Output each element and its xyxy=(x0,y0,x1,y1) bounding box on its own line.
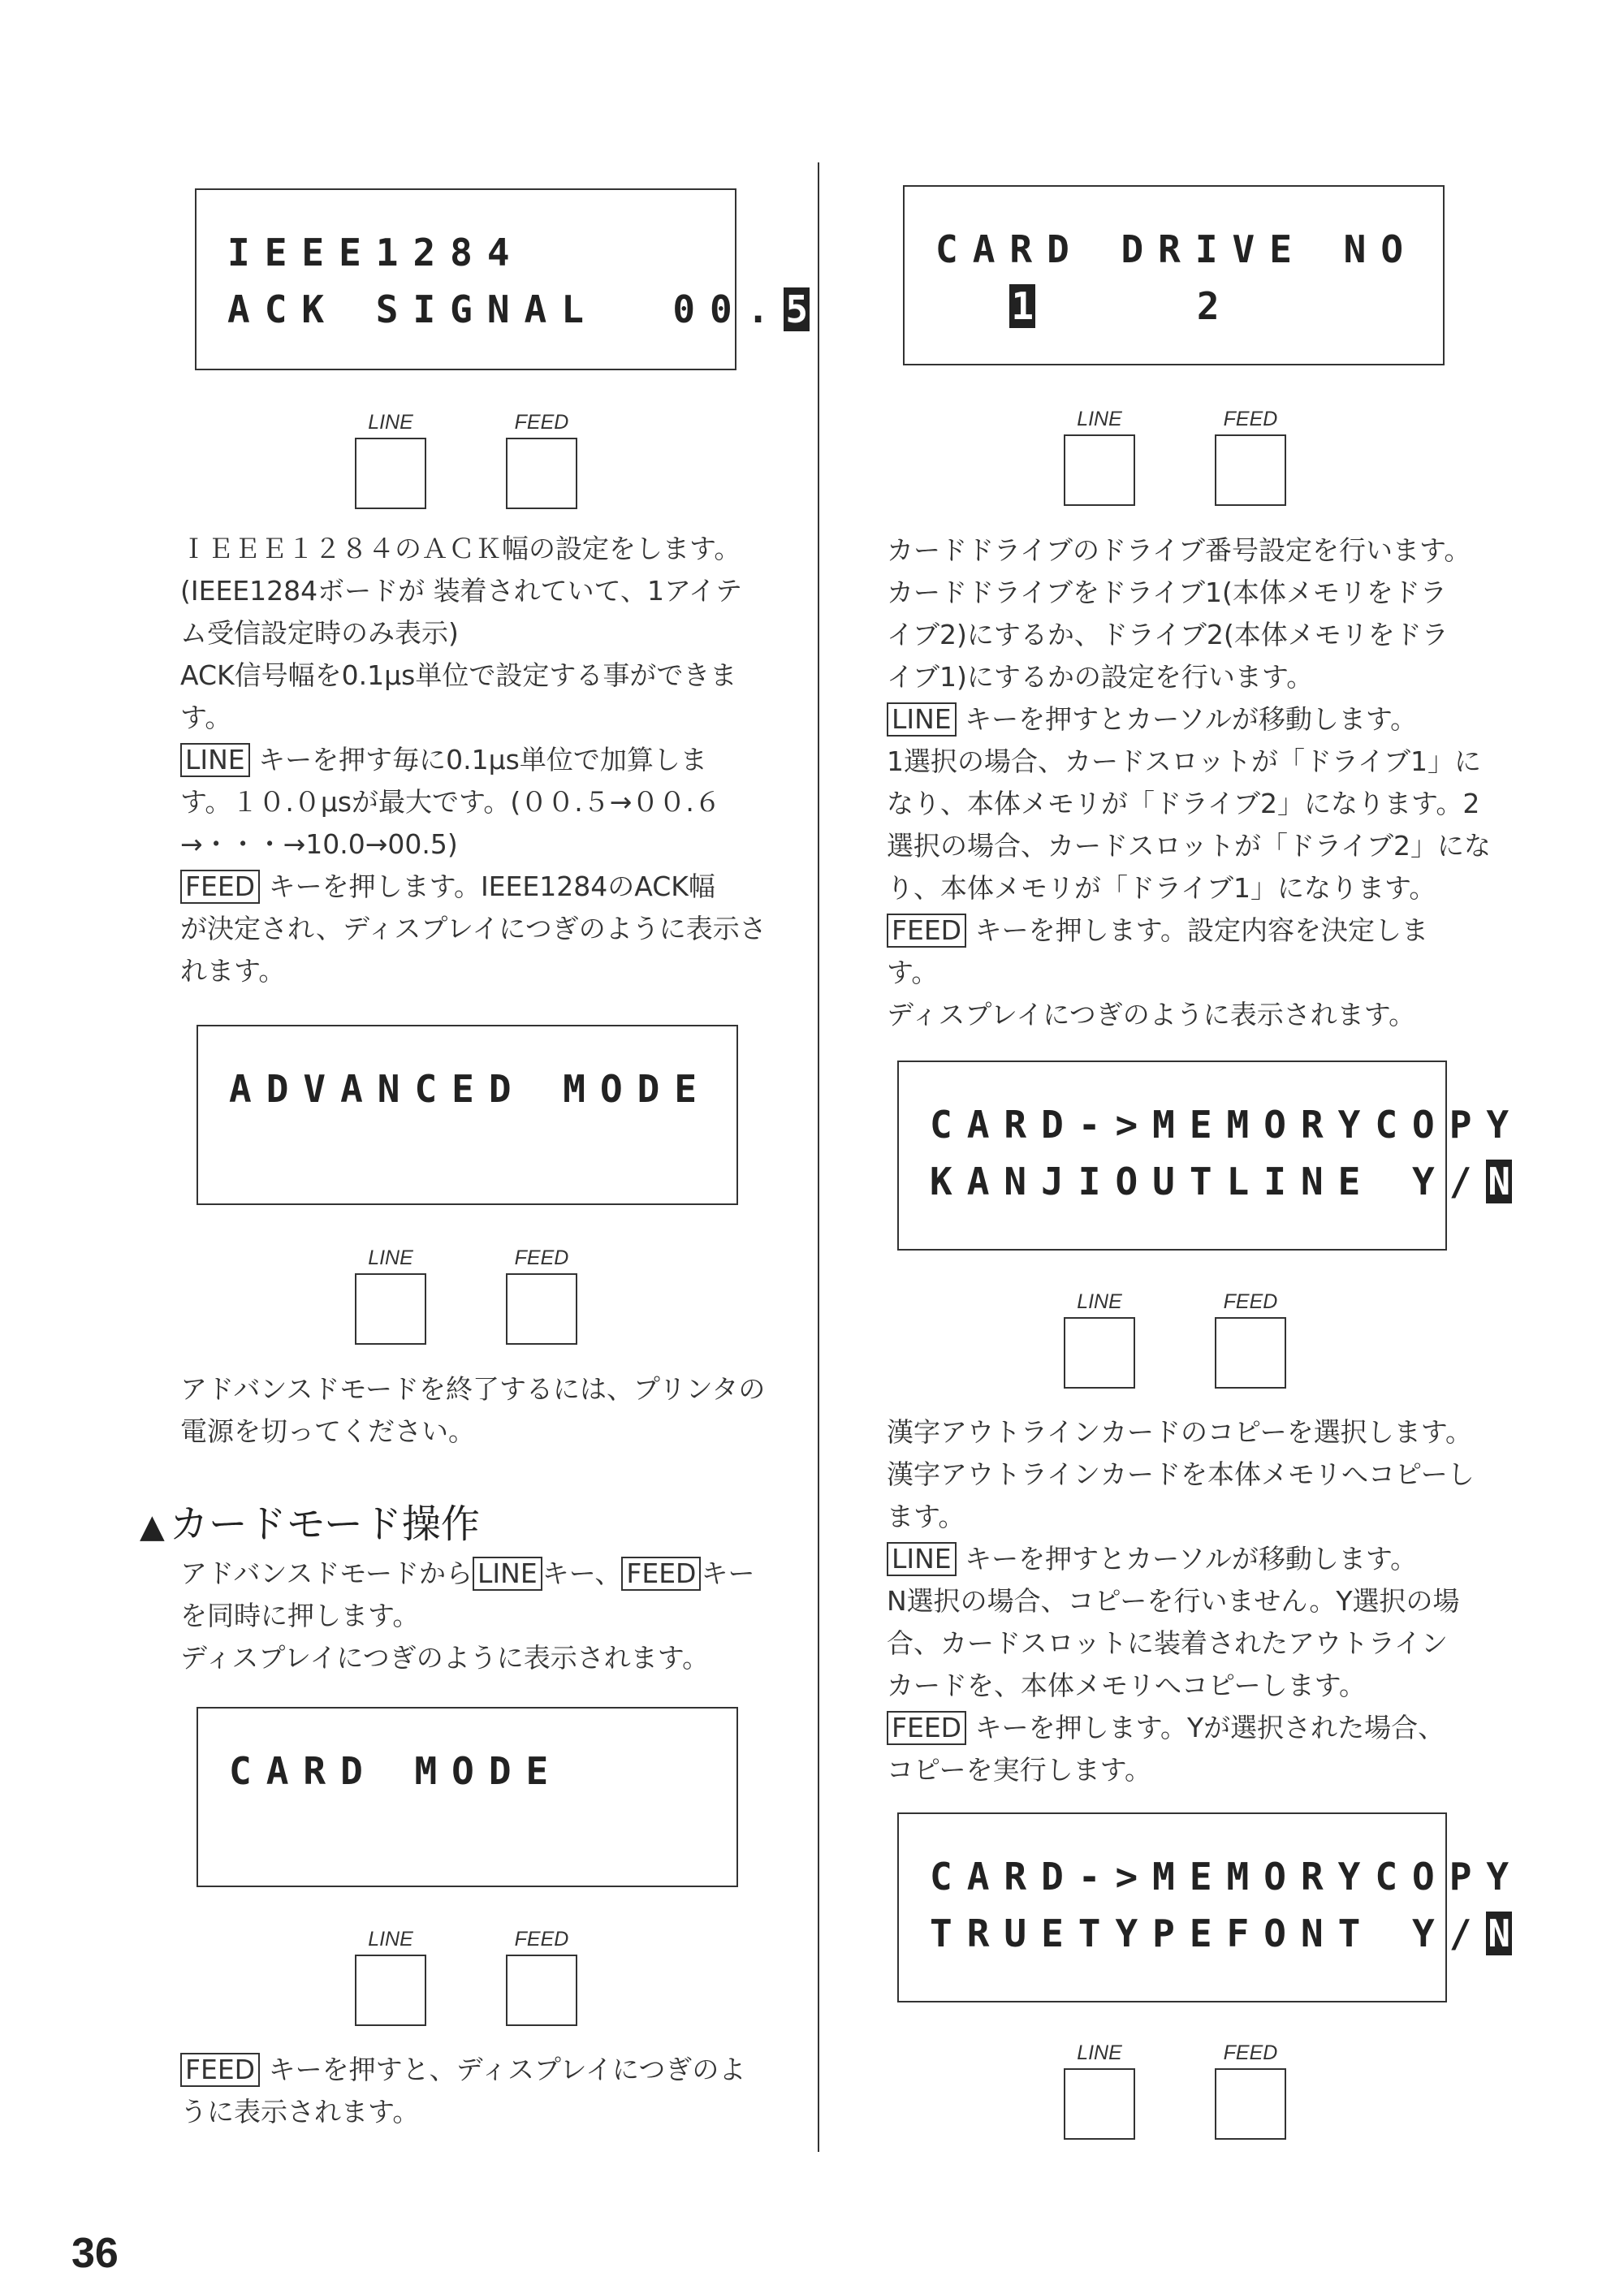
line-key-label: LINE xyxy=(368,1928,413,1951)
text-line: →・・・→10.0→00.5) xyxy=(180,828,458,860)
page-number: 36 xyxy=(71,2230,119,2277)
text-line: 選択の場合、カードスロットが「ドライブ2」にな xyxy=(887,830,1492,862)
text-line: を同時に押します。 xyxy=(180,1600,420,1631)
text-line: 1選択の場合、カードスロットが「ドライブ1」に xyxy=(887,745,1482,777)
line-key-button[interactable] xyxy=(355,438,426,509)
line-key[interactable] xyxy=(354,410,427,509)
lcd-line-1: CARD->MEMORYCOPY xyxy=(930,1855,1524,1899)
text-line: LINE キーを押す毎に0.1μs単位で加算しま xyxy=(180,739,814,781)
triangle-marker-icon: ▲ xyxy=(140,1508,165,1545)
line-key-label: LINE xyxy=(1077,2041,1122,2064)
card-drive-description xyxy=(887,529,1536,1036)
line-key-label: LINE xyxy=(368,411,413,434)
lcd-line-1: CARD->MEMORYCOPY xyxy=(930,1103,1524,1147)
feed-key-ref: FEED xyxy=(621,1557,701,1591)
lcd-display-ack-signal xyxy=(195,188,809,370)
text-line: FEED キーを押すと、ディスプレイにつぎのよ xyxy=(180,2049,814,2091)
key-panel xyxy=(1063,2041,1307,2146)
feed-key[interactable] xyxy=(505,1927,578,2026)
line-key-button[interactable] xyxy=(355,1955,426,2026)
line-key-button[interactable] xyxy=(1064,2068,1135,2140)
feed-key-label: FEED xyxy=(514,1246,569,1269)
lcd-line-2: ACK SIGNAL 00.5 xyxy=(227,287,809,331)
feed-press-note xyxy=(180,2049,814,2133)
line-key[interactable] xyxy=(354,1927,427,2026)
feed-key[interactable] xyxy=(505,410,578,509)
key-panel xyxy=(354,410,598,516)
text-line: れます。 xyxy=(180,955,286,987)
text-line: LINE キーを押すとカーソルが移動します。 xyxy=(887,1538,1536,1580)
feed-key-ref: FEED xyxy=(180,870,260,904)
lcd-display-truetype-font-copy xyxy=(897,1812,1524,2002)
advanced-mode-exit-note xyxy=(180,1368,814,1453)
feed-key-button[interactable] xyxy=(1215,434,1286,506)
lcd-cursor: N xyxy=(1488,1160,1511,1203)
text-line: (IEEE1284ボードが 装着されていて、1アイテ xyxy=(180,575,742,607)
lcd-line-1: CARD DRIVE NO xyxy=(935,227,1419,271)
text-line: アドバンスドモードから LINE キー、 FEED キー xyxy=(180,1557,755,1589)
column-divider xyxy=(818,162,819,2152)
text-line: が決定され、ディスプレイにつぎのように表示さ xyxy=(180,913,767,944)
feed-key-label: FEED xyxy=(1223,1290,1278,1313)
line-key-button[interactable] xyxy=(1064,434,1135,506)
feed-key-ref: FEED xyxy=(887,1711,966,1745)
ack-description xyxy=(180,528,814,992)
feed-key-label: FEED xyxy=(1223,2041,1278,2064)
feed-key-button[interactable] xyxy=(506,438,577,509)
lcd-line-2: TRUETYPEFONT Y/N xyxy=(930,1912,1511,1955)
text-line: カードドライブのドライブ番号設定を行います。 xyxy=(887,534,1471,566)
text-line: イブ1)にするかの設定を行います。 xyxy=(887,661,1314,693)
card-mode-instructions xyxy=(180,1553,814,1679)
text-line: ます。 xyxy=(887,1501,965,1532)
line-key-ref: LINE xyxy=(180,743,250,777)
text-line: ム受信設定時のみ表示) xyxy=(180,617,459,649)
text-line: 電源を切ってください。 xyxy=(180,1415,475,1447)
text-line: 合、カードスロットに装着されたアウトライン xyxy=(887,1627,1449,1659)
feed-key-button[interactable] xyxy=(1215,1317,1286,1389)
feed-key-button[interactable] xyxy=(1215,2068,1286,2140)
lcd-line-2: 1 2 xyxy=(1011,284,1234,328)
lcd-display-card-mode xyxy=(197,1707,738,1887)
lcd-display-kanji-outline-copy xyxy=(897,1061,1524,1251)
line-key[interactable] xyxy=(1063,1290,1136,1389)
key-panel xyxy=(1063,407,1307,512)
key-panel xyxy=(354,1246,598,1351)
kanji-outline-description xyxy=(887,1411,1536,1791)
lcd-cursor: 5 xyxy=(785,287,809,331)
line-key-button[interactable] xyxy=(355,1273,426,1345)
text-line: FEED キーを押します。IEEE1284のACK幅 xyxy=(180,866,814,908)
text-line: 漢字アウトラインカードを本体メモリへコピーし xyxy=(887,1458,1475,1490)
line-key-ref: LINE xyxy=(473,1557,542,1591)
feed-key-label: FEED xyxy=(514,1928,569,1951)
lcd-line-1: CARD MODE xyxy=(229,1749,564,1793)
text-line: ディスプレイにつぎのように表示されます。 xyxy=(180,1642,710,1674)
text-line: イブ2)にするか、ドライブ2(本体メモリをドラ xyxy=(887,619,1449,650)
text-line: す。１０.０μsが最大です。(００.５→００.６ xyxy=(180,786,721,818)
line-key-label: LINE xyxy=(1077,1290,1122,1313)
line-key-label: LINE xyxy=(368,1246,413,1269)
text-line: す。 xyxy=(887,957,939,988)
line-key-ref: LINE xyxy=(887,1542,957,1576)
feed-key-label: FEED xyxy=(514,411,569,434)
text-line: コピーを実行します。 xyxy=(887,1754,1152,1786)
line-key[interactable] xyxy=(354,1246,427,1345)
lcd-cursor: 1 xyxy=(1011,284,1034,328)
key-panel xyxy=(1063,1290,1307,1395)
lcd-display-card-drive-no xyxy=(903,185,1445,365)
line-key[interactable] xyxy=(1063,407,1136,506)
text-line: アドバンスドモードを終了するには、プリンタの xyxy=(180,1373,766,1405)
text-line: ＩＥＥＥ１２８４のＡＣＫ幅の設定をします。 xyxy=(180,533,741,564)
section-title: カードモード操作 xyxy=(169,1501,480,1547)
text-line: FEED キーを押します。Yが選択された場合、 xyxy=(887,1707,1536,1749)
text-line: す。 xyxy=(180,702,232,733)
feed-key-label: FEED xyxy=(1223,408,1278,430)
feed-key-button[interactable] xyxy=(506,1273,577,1345)
text-line: LINE キーを押すとカーソルが移動します。 xyxy=(887,698,1536,741)
text-line: カードドライブをドライブ1(本体メモリをドラ xyxy=(887,577,1447,608)
section-heading xyxy=(140,1493,480,1549)
line-key-ref: LINE xyxy=(887,702,957,737)
text-line: カードを、本体メモリへコピーします。 xyxy=(887,1670,1367,1701)
lcd-line-1: IEEE1284 xyxy=(227,231,525,274)
text-line: N選択の場合、コピーを行いません。Y選択の場 xyxy=(887,1585,1460,1617)
line-key-label: LINE xyxy=(1077,408,1122,430)
text-line: なり、本体メモリが「ドライブ2」になります。2 xyxy=(887,788,1480,819)
text-line: うに表示されます。 xyxy=(180,2096,420,2128)
feed-key[interactable] xyxy=(1214,407,1287,506)
feed-key[interactable] xyxy=(1214,1290,1287,1389)
lcd-display-advanced-mode xyxy=(197,1025,738,1205)
feed-key-button[interactable] xyxy=(506,1955,577,2026)
text-line: FEED キーを押します。設定内容を決定しま xyxy=(887,909,1536,952)
text-line: 漢字アウトラインカードのコピーを選択します。 xyxy=(887,1416,1473,1448)
line-key-button[interactable] xyxy=(1064,1317,1135,1389)
feed-key-ref: FEED xyxy=(180,2053,260,2087)
key-panel xyxy=(354,1927,598,2033)
lcd-cursor: N xyxy=(1488,1912,1511,1955)
text-line: ディスプレイにつぎのように表示されます。 xyxy=(887,999,1416,1030)
feed-key-ref: FEED xyxy=(887,914,966,948)
feed-key[interactable] xyxy=(1214,2041,1287,2140)
lcd-line-1: ADVANCED MODE xyxy=(229,1067,712,1111)
text-line: ACK信号幅を0.1μs単位で設定する事ができま xyxy=(180,659,737,691)
line-key[interactable] xyxy=(1063,2041,1136,2140)
feed-key[interactable] xyxy=(505,1246,578,1345)
lcd-line-2: KANJIOUTLINE Y/N xyxy=(930,1160,1511,1203)
text-line: り、本体メモリが「ドライブ1」になります。 xyxy=(887,872,1436,904)
